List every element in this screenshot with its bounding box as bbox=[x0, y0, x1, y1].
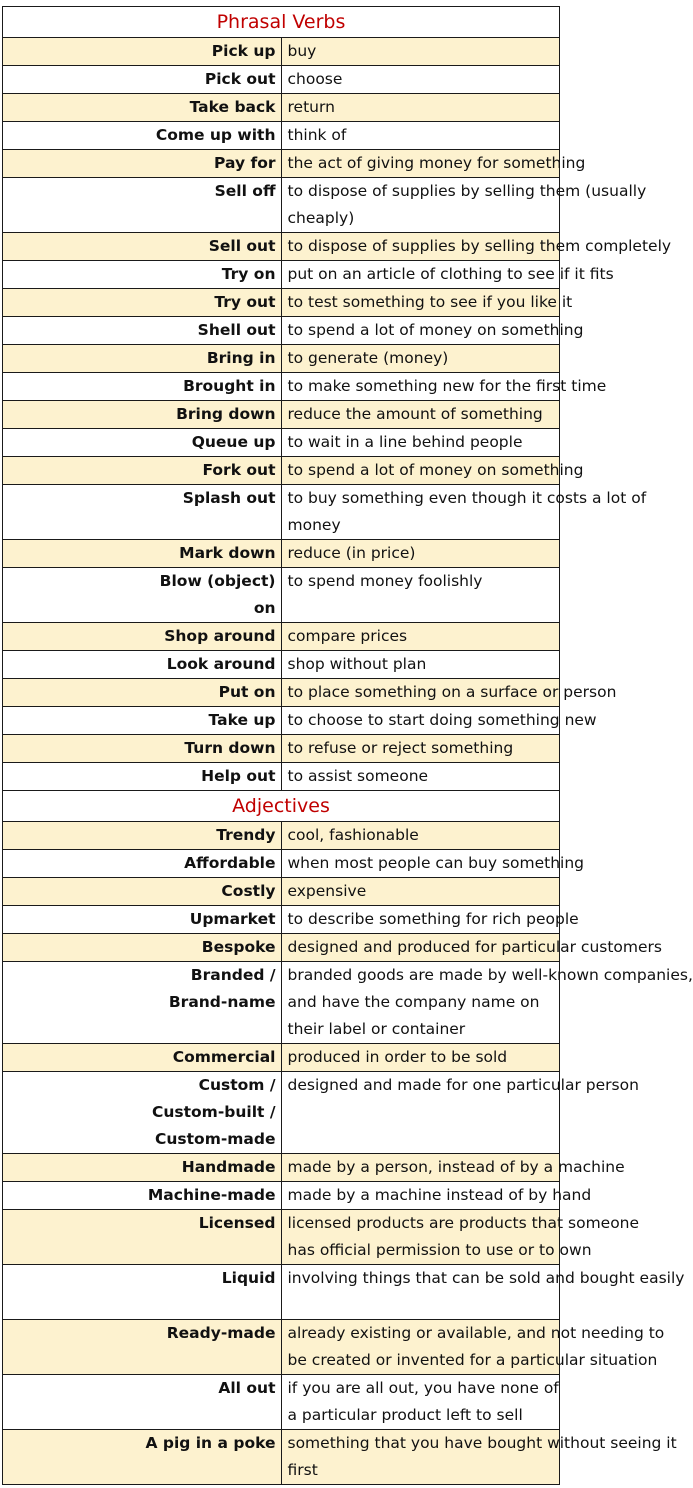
term-cell bbox=[3, 150, 282, 178]
term-cell bbox=[3, 66, 282, 94]
term-cell bbox=[3, 1072, 282, 1154]
term-text: Brand-name bbox=[168, 993, 276, 1011]
table-row bbox=[3, 763, 560, 791]
definition-cell bbox=[281, 1072, 639, 1154]
definition-text: to assist someone bbox=[287, 767, 429, 785]
term-text: Brought in bbox=[183, 377, 276, 395]
term-text: Take up bbox=[208, 711, 276, 729]
term-text: Fork out bbox=[202, 461, 276, 479]
definition-cell bbox=[281, 401, 560, 429]
table-row bbox=[3, 261, 560, 289]
term-text: Trendy bbox=[216, 826, 276, 844]
term-cell bbox=[3, 707, 282, 735]
definition-text: if you are all out, you have none of bbox=[287, 1379, 559, 1397]
table-row bbox=[3, 1430, 560, 1485]
term-cell bbox=[3, 261, 282, 289]
definition-text: return bbox=[287, 98, 335, 116]
definition-text: branded goods are made by well-known companies, bbox=[287, 966, 693, 984]
definition-text: to spend a lot of money on something bbox=[287, 461, 584, 479]
definition-text: money bbox=[287, 516, 341, 534]
term-text: Splash out bbox=[182, 489, 276, 507]
definition-text: be created or invented for a particular situation bbox=[287, 1351, 658, 1369]
definition-cell bbox=[281, 651, 560, 679]
definition-text: when most people can buy something bbox=[287, 854, 585, 872]
term-cell bbox=[3, 1044, 282, 1072]
definition-text: first bbox=[287, 1461, 318, 1479]
vocabulary-table bbox=[2, 6, 693, 1485]
term-text: All out bbox=[218, 1379, 276, 1397]
definition-text: involving things that can be sold and bought easily bbox=[287, 1269, 685, 1287]
table-row bbox=[3, 962, 560, 1044]
definition-cell bbox=[281, 763, 560, 791]
term-cell bbox=[3, 1430, 282, 1485]
term-cell bbox=[3, 906, 282, 934]
term-text: Machine-made bbox=[147, 1186, 276, 1204]
definition-text: to spend a lot of money on something bbox=[287, 321, 584, 339]
term-text: Take back bbox=[189, 98, 276, 116]
term-cell bbox=[3, 850, 282, 878]
table-row bbox=[3, 289, 560, 317]
definition-text: reduce (in price) bbox=[287, 544, 416, 562]
term-text: Handmade bbox=[181, 1158, 276, 1176]
term-text: Affordable bbox=[184, 854, 276, 872]
table-row bbox=[3, 735, 560, 763]
definition-text: something that you have bought without seeing it bbox=[287, 1434, 677, 1452]
definition-cell bbox=[281, 429, 560, 457]
definition-text: to spend money foolishly bbox=[287, 572, 483, 590]
definition-text: choose bbox=[287, 70, 343, 88]
term-text: Shell out bbox=[197, 321, 276, 339]
definition-text: expensive bbox=[287, 882, 367, 900]
table-row bbox=[3, 850, 560, 878]
term-text: Commercial bbox=[172, 1048, 276, 1066]
term-text: Bring in bbox=[206, 349, 276, 367]
term-text: Try on bbox=[221, 265, 276, 283]
table-row bbox=[3, 822, 560, 850]
table-row bbox=[3, 122, 560, 150]
term-text: Shop around bbox=[164, 627, 276, 645]
term-cell bbox=[3, 735, 282, 763]
vocabulary-sheet bbox=[2, 6, 693, 1485]
definition-cell bbox=[281, 822, 560, 850]
definition-cell bbox=[281, 1210, 640, 1265]
table-row bbox=[3, 707, 560, 735]
term-text: Queue up bbox=[191, 433, 276, 451]
term-cell bbox=[3, 38, 282, 66]
term-text: Custom-built / bbox=[151, 1103, 276, 1121]
term-text: Branded / bbox=[190, 966, 276, 984]
definition-text: made by a machine instead of by hand bbox=[287, 1186, 592, 1204]
definition-text: to refuse or reject something bbox=[287, 739, 514, 757]
term-cell bbox=[3, 373, 282, 401]
definition-cell bbox=[281, 850, 585, 878]
term-text: Pay for bbox=[214, 154, 276, 172]
definition-cell bbox=[281, 289, 573, 317]
definition-text: their label or container bbox=[287, 1020, 466, 1038]
term-text: Come up with bbox=[155, 126, 276, 144]
definition-text: has official permission to use or to own bbox=[287, 1241, 592, 1259]
term-cell bbox=[3, 94, 282, 122]
definition-cell bbox=[281, 345, 560, 373]
term-text: Ready-made bbox=[166, 1324, 276, 1342]
term-cell bbox=[3, 289, 282, 317]
table-row bbox=[3, 1210, 560, 1265]
definition-cell bbox=[281, 540, 560, 568]
definition-text bbox=[288, 1292, 556, 1319]
definition-cell bbox=[281, 1182, 592, 1210]
term-text: Mark down bbox=[179, 544, 276, 562]
table-row bbox=[3, 457, 560, 485]
term-cell bbox=[3, 178, 282, 233]
definition-text: already existing or available, and not needing to bbox=[287, 1324, 665, 1342]
term-text: Try out bbox=[214, 293, 276, 311]
definition-cell bbox=[281, 878, 560, 906]
table-row bbox=[3, 1265, 560, 1320]
table-row bbox=[3, 623, 560, 651]
term-text: Custom-made bbox=[155, 1130, 276, 1148]
term-cell bbox=[3, 934, 282, 962]
definition-text: to choose to start doing something new bbox=[287, 711, 597, 729]
term-cell bbox=[3, 317, 282, 345]
definition-cell bbox=[281, 1375, 560, 1430]
definition-text: produced in order to be sold bbox=[287, 1048, 508, 1066]
definition-cell bbox=[281, 934, 662, 962]
definition-text: and have the company name on bbox=[287, 993, 540, 1011]
term-text: Bring down bbox=[176, 405, 276, 423]
table-row bbox=[3, 233, 560, 261]
term-text: Licensed bbox=[198, 1214, 276, 1232]
definition-text: compare prices bbox=[287, 627, 408, 645]
definition-cell bbox=[281, 623, 560, 651]
term-cell bbox=[3, 623, 282, 651]
table-row bbox=[3, 568, 560, 623]
term-cell bbox=[3, 1265, 282, 1320]
definition-text: designed and made for one particular person bbox=[287, 1076, 639, 1094]
table-row bbox=[3, 150, 560, 178]
definition-text: put on an article of clothing to see if it fits bbox=[287, 265, 614, 283]
definition-cell bbox=[281, 373, 607, 401]
definition-cell bbox=[281, 261, 614, 289]
table-row bbox=[3, 878, 560, 906]
definition-text: to dispose of supplies by selling them completely bbox=[287, 237, 672, 255]
term-cell bbox=[3, 651, 282, 679]
vocabulary-table-body bbox=[3, 7, 693, 1485]
definition-text: to make something new for the first time bbox=[287, 377, 607, 395]
table-row bbox=[3, 178, 560, 233]
definition-cell bbox=[281, 317, 584, 345]
definition-text: to place something on a surface or person bbox=[287, 683, 617, 701]
term-cell bbox=[3, 485, 282, 540]
definition-text: to dispose of supplies by selling them (usually bbox=[287, 182, 647, 200]
definition-text: made by a person, instead of by a machine bbox=[287, 1158, 625, 1176]
definition-cell bbox=[281, 735, 560, 763]
term-cell bbox=[3, 1182, 282, 1210]
definition-cell bbox=[281, 1320, 665, 1375]
table-row bbox=[3, 1182, 560, 1210]
table-row bbox=[3, 1375, 560, 1430]
term-cell bbox=[3, 679, 282, 707]
definition-text: reduce the amount of something bbox=[287, 405, 543, 423]
definition-cell bbox=[281, 94, 560, 122]
term-cell bbox=[3, 1210, 282, 1265]
table-row bbox=[3, 317, 560, 345]
term-cell bbox=[3, 345, 282, 373]
section-title: Adjectives bbox=[3, 791, 560, 822]
term-text: Sell out bbox=[208, 237, 276, 255]
table-row bbox=[3, 1320, 560, 1375]
definition-cell bbox=[281, 906, 579, 934]
definition-text: shop without plan bbox=[287, 655, 427, 673]
definition-text: to wait in a line behind people bbox=[287, 433, 523, 451]
table-row bbox=[3, 934, 560, 962]
term-cell bbox=[3, 122, 282, 150]
term-cell bbox=[3, 233, 282, 261]
term-text: Custom / bbox=[198, 1076, 276, 1094]
term-text: Bespoke bbox=[201, 938, 276, 956]
table-row bbox=[3, 1072, 560, 1154]
table-row bbox=[3, 651, 560, 679]
definition-text: cool, fashionable bbox=[287, 826, 419, 844]
definition-cell bbox=[281, 457, 584, 485]
table-row bbox=[3, 1044, 560, 1072]
definition-cell bbox=[281, 38, 560, 66]
table-row bbox=[3, 38, 560, 66]
term-cell bbox=[3, 429, 282, 457]
definition-text: designed and produced for particular customers bbox=[287, 938, 662, 956]
term-text: Turn down bbox=[184, 739, 276, 757]
term-cell bbox=[3, 568, 282, 623]
term-cell bbox=[3, 457, 282, 485]
definition-cell bbox=[281, 1265, 685, 1320]
definition-cell bbox=[281, 1430, 677, 1485]
term-cell bbox=[3, 401, 282, 429]
table-row bbox=[3, 401, 560, 429]
definition-cell bbox=[281, 122, 560, 150]
term-text: Liquid bbox=[221, 1269, 276, 1287]
table-row bbox=[3, 679, 560, 707]
term-text: Blow (object) bbox=[159, 572, 276, 590]
table-row bbox=[3, 66, 560, 94]
term-text: Pick up bbox=[211, 42, 276, 60]
definition-cell bbox=[281, 1044, 560, 1072]
table-row bbox=[3, 94, 560, 122]
definition-cell bbox=[281, 679, 617, 707]
term-cell bbox=[3, 1154, 282, 1182]
term-cell bbox=[3, 962, 282, 1044]
definition-text: buy bbox=[287, 42, 317, 60]
definition-cell bbox=[281, 568, 560, 623]
definition-cell bbox=[281, 1154, 625, 1182]
definition-text: a particular product left to sell bbox=[287, 1406, 523, 1424]
definition-cell bbox=[281, 233, 672, 261]
term-text: A pig in a poke bbox=[145, 1434, 276, 1452]
definition-cell bbox=[281, 150, 586, 178]
definition-text: to buy something even though it costs a lot of bbox=[287, 489, 647, 507]
definition-cell bbox=[281, 707, 597, 735]
term-cell bbox=[3, 763, 282, 791]
table-row bbox=[3, 485, 560, 540]
term-cell bbox=[3, 1320, 282, 1375]
definition-text: cheaply) bbox=[287, 209, 355, 227]
table-row bbox=[3, 540, 560, 568]
term-cell bbox=[3, 540, 282, 568]
term-text: Help out bbox=[201, 767, 276, 785]
section-header-row bbox=[3, 791, 560, 822]
term-text: Costly bbox=[221, 882, 276, 900]
definition-cell bbox=[281, 962, 693, 1044]
definition-cell bbox=[281, 485, 647, 540]
table-row bbox=[3, 1154, 560, 1182]
definition-cell bbox=[281, 178, 647, 233]
table-row bbox=[3, 906, 560, 934]
term-text: Sell off bbox=[214, 182, 276, 200]
section-header-row bbox=[3, 7, 560, 38]
table-row bbox=[3, 373, 560, 401]
term-text: Look around bbox=[166, 655, 276, 673]
term-text: Upmarket bbox=[189, 910, 276, 928]
term-text: Pick out bbox=[204, 70, 276, 88]
definition-text: to describe something for rich people bbox=[287, 910, 579, 928]
term-text: Put on bbox=[218, 683, 276, 701]
term-cell bbox=[3, 1375, 282, 1430]
definition-text: to generate (money) bbox=[287, 349, 449, 367]
definition-text: licensed products are products that someone bbox=[287, 1214, 640, 1232]
term-text: on bbox=[253, 599, 276, 617]
table-row bbox=[3, 429, 560, 457]
table-row bbox=[3, 345, 560, 373]
definition-cell bbox=[281, 66, 560, 94]
definition-text: think of bbox=[287, 126, 347, 144]
section-title: Phrasal Verbs bbox=[3, 7, 560, 38]
term-cell bbox=[3, 822, 282, 850]
term-cell bbox=[3, 878, 282, 906]
definition-text: to test something to see if you like it bbox=[287, 293, 573, 311]
definition-text: the act of giving money for something bbox=[287, 154, 586, 172]
